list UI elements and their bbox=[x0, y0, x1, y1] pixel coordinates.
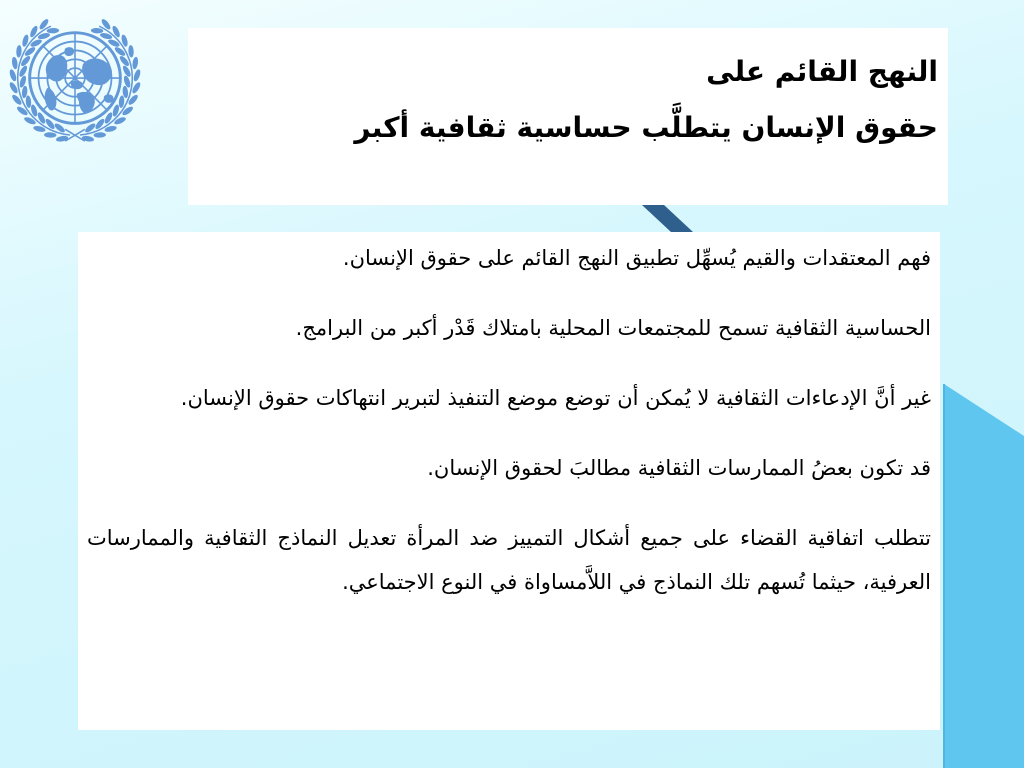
corner-accent-shape bbox=[944, 384, 1024, 768]
un-emblem-icon bbox=[6, 10, 144, 150]
title-line-1: النهج القائم على bbox=[706, 55, 938, 88]
continents-map bbox=[45, 47, 114, 113]
content-box bbox=[78, 232, 940, 730]
title-line-2: حقوق الإنسان يتطلَّب حساسية ثقافية أكبر bbox=[354, 111, 938, 144]
paragraph-5: تتطلب اتفاقية القضاء على جميع أشكال التمييز ضد المرأة تعديل النماذج الثقافية والممارسات العرفية، حيثما تُسهم تلك النماذج في اللاَّمساواة في النوع الاجتماعي. bbox=[87, 526, 931, 594]
slide-title bbox=[198, 44, 938, 156]
paragraph-1: فهم المعتقدات والقيم يُسهِّل تطبيق النهج القائم على حقوق الإنسان. bbox=[342, 246, 931, 270]
title-box bbox=[188, 28, 948, 205]
diagonal-stripe bbox=[642, 205, 693, 232]
paragraph-3: غير أنَّ الإدعاءات الثقافية لا يُمكن أن توضع موضع التنفيذ لتبرير انتهاكات حقوق الإنسان. bbox=[180, 386, 931, 410]
paragraph-2: الحساسية الثقافية تسمح للمجتمعات المحلية بامتلاك قَدْر أكبر من البرامج. bbox=[295, 316, 931, 340]
paragraph-4: قد تكون بعضُ الممارسات الثقافية مطالبَ لحقوق الإنسان. bbox=[427, 456, 931, 480]
